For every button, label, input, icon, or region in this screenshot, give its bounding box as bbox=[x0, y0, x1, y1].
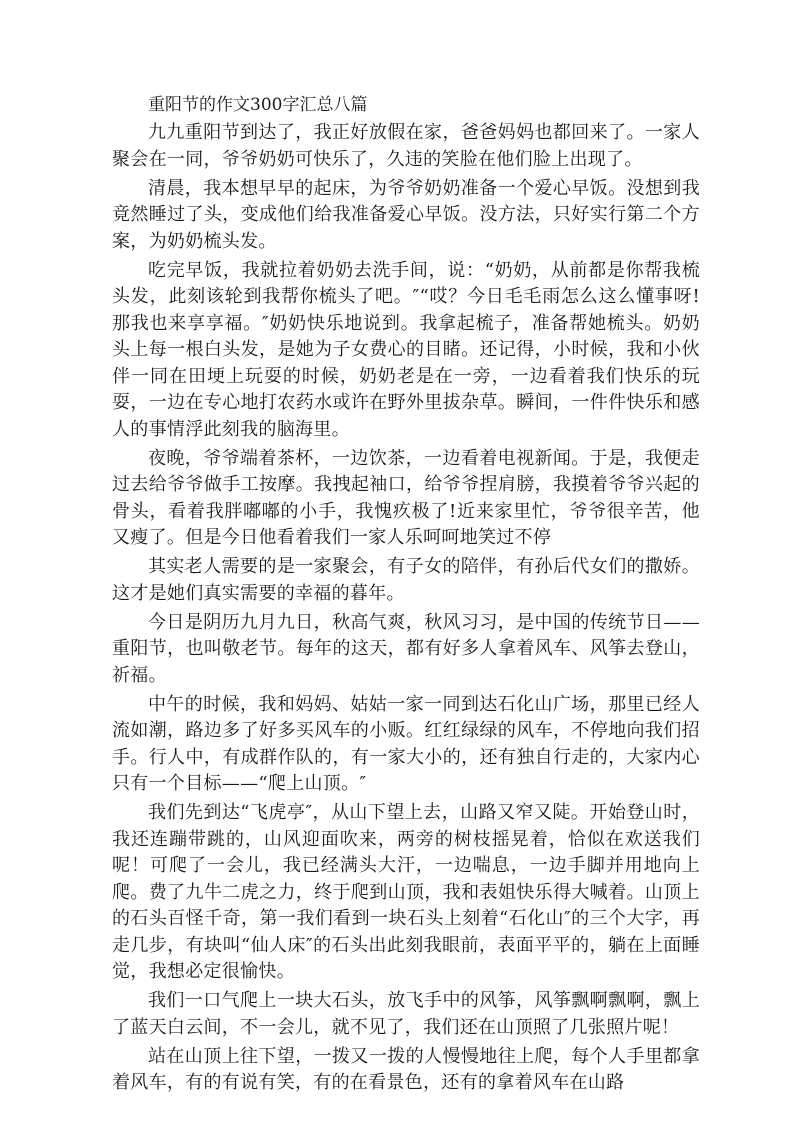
paragraph-7: 中午的时候，我和妈妈、姑姑一家一同到达石化山广场，那里已经人流如潮，路边多了好多买风车的小贩。红红绿绿的风车，不停地向我们招手。行人中，有成群作队的，有一家大小的，还有独自行走的，大家内心只有一个目标——“爬上山顶。″ bbox=[112, 693, 700, 794]
paragraph-5: 其实老人需要的是一家聚会，有子女的陪伴，有孙后代女们的撒娇。这才是她们真实需要的幸福的暮年。 bbox=[112, 556, 700, 604]
paragraph-1: 九九重阳节到达了，我正好放假在家，爸爸妈妈也都回来了。一家人聚会在一同，爷爷奶奶可快乐了，久违的笑脸在他们脸上出现了。 bbox=[112, 122, 700, 170]
paragraph-9: 我们一口气爬上一块大石头，放飞手中的风筝，风筝飘啊飘啊，飘上了蓝天白云间，不一会儿，就不见了，我们还在山顶照了几张照片呢！ bbox=[112, 990, 700, 1038]
document-title: 重阳节的作文300字汇总八篇 bbox=[148, 95, 368, 115]
paragraph-3: 吃完早饭，我就拉着奶奶去洗手间，说：“奶奶，从前都是你帮我梳头发，此刻该轮到我帮你梳头了吧。″“哎？今日毛毛雨怎么这么懂事呀!那我也来享享福。″奶奶快乐地说到。我拿起梳子，准备帮她梳头。奶奶头上每一根白头发，是她为子女费心的目睹。还记得，小时候，我和小伙伴一同在田埂上玩耍的时候，奶奶老是在一旁，一边看着我们快乐的玩耍，一边在专心地打农药水或许在野外里拔杂草。瞬间，一件件快乐和感人的事情浮此刻我的脑海里。 bbox=[112, 259, 700, 440]
paragraph-4: 夜晚，爷爷端着茶杯，一边饮茶，一边看着电视新闻。于是，我便走过去给爷爷做手工按摩。我拽起袖口，给爷爷捏肩膀，我摸着爷爷兴起的骨头，看着我胖嘟嘟的小手，我愧疚极了!近来家里忙，爷爷很辛苦，他又瘦了。但是今日他看着我们一家人乐呵呵地笑过不停 bbox=[112, 447, 700, 548]
paragraph-10: 站在山顶上往下望，一拨又一拨的人慢慢地往上爬，每个人手里都拿着风车，有的有说有笑，有的在看景色，还有的拿着风车在山路 bbox=[112, 1045, 700, 1093]
paragraph-2: 清晨，我本想早早的起床，为爷爷奶奶准备一个爱心早饭。没想到我竟然睡过了头，变成他们给我准备爱心早饭。没方法，只好实行第二个方案，为奶奶梳头发。 bbox=[112, 177, 700, 252]
document-page bbox=[112, 92, 700, 1099]
paragraph-8: 我们先到达“飞虎亭″，从山下望上去，山路又窄又陡。开始登山时，我还连蹦带跳的，山风迎面吹来，两旁的树枝摇晃着，恰似在欢送我们呢！可爬了一会儿，我已经满头大汗，一边喘息，一边手脚并用地向上爬。费了九牛二虎之力，终于爬到山顶，我和表姐快乐得大喊着。山顶上的石头百怪千奇，第一我们看到一块石头上刻着“石化山″的三个大字，再走几步，有块叫“仙人床″的石头出此刻我眼前，表面平平的，躺在上面睡觉，我想必定很愉快。 bbox=[112, 802, 700, 982]
paragraph-6: 今日是阴历九月九日，秋高气爽，秋风习习，是中国的传统节日——重阳节，也叫敬老节。每年的这天，都有好多人拿着风车、风筝去登山，祈福。 bbox=[112, 611, 700, 686]
